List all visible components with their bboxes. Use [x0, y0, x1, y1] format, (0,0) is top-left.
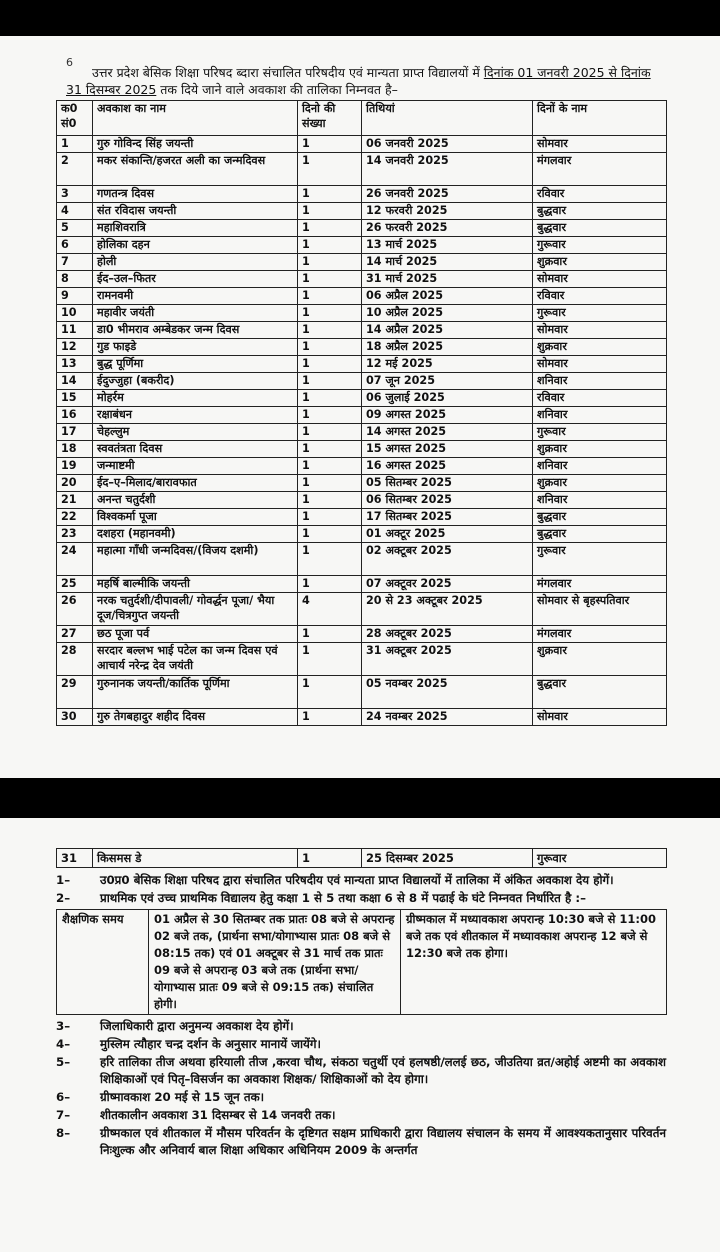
cell-holiday-name: जन्माष्टमी [93, 458, 298, 475]
cell-serial: 14 [57, 373, 93, 390]
table-row [57, 373, 667, 390]
holiday-table-body [57, 136, 667, 726]
cell-date: 20 से 23 अक्टूबर 2025 [362, 593, 533, 626]
cell-holiday-name: गुड फाइडे [93, 339, 298, 356]
note-item [56, 1107, 666, 1124]
note-text: उ0प्र0 बेसिक शिक्षा परिषद द्वारा संचालित परिषदीय एवं मान्यता प्राप्त विद्यालयों में तालिका में अंकित अवकाश देय होगें। [100, 873, 614, 887]
cell-day-name: शुक्रवार [533, 441, 667, 458]
note-number: 2– [56, 891, 71, 905]
cell-day-count: 1 [298, 543, 362, 576]
cell-date: 01 अक्टूर 2025 [362, 526, 533, 543]
cell-holiday-name: गुरुनानक जयन्ती/कार्तिक पूर्णिमा [93, 676, 298, 709]
school-timing-table [56, 909, 667, 1015]
cell-serial: 4 [57, 203, 93, 220]
cell-day-count: 1 [298, 203, 362, 220]
cell-date: 16 अगस्त 2025 [362, 458, 533, 475]
table-row [57, 407, 667, 424]
note-number: 6– [56, 1090, 71, 1104]
intro-date-range: दिनांक 01 जनवरी 2025 से दिनांक 31 दिसम्बर 2025 [66, 65, 651, 97]
note-item [56, 1036, 666, 1053]
table-row [57, 356, 667, 373]
cell-holiday-name: सरदार बल्लभ भाई पटेल का जन्म दिवस एवं आचार्य नरेन्द्र देव जयंती [93, 643, 298, 676]
note-text: ग्रीष्मकाल एवं शीतकाल में मौसम परिवर्तन के दृष्टिगत सक्षम प्राधिकारी द्वारा विद्यालय संचालन के समय में आवश्यकतानुसार परिवर्तन निःशुल्क और अनिवार्य बाल शिक्षा अधिकार अधिनियम 2009 के अन्तर्गत [100, 1126, 666, 1157]
table-row [57, 424, 667, 441]
intro-text-end: तक दिये जाने वाले अवकाश की तालिका निम्नवत है– [156, 82, 398, 97]
cell-date: 02 अक्टूबर 2025 [362, 543, 533, 576]
table-row [57, 526, 667, 543]
table-row [57, 576, 667, 593]
cell-day-name: शुक्रवार [533, 254, 667, 271]
intro-paragraph [66, 64, 666, 98]
cell-day-count: 1 [298, 305, 362, 322]
note-text: मुस्लिम त्यौहार चन्द्र दर्शन के अनुसार मानायें जायेंगे। [100, 1037, 321, 1051]
cell-day-name: शनिवार [533, 373, 667, 390]
cell-day-count: 1 [298, 526, 362, 543]
cell-holiday-name: महात्मा गाँधी जन्मदिवस/(विजय दशमी) [93, 543, 298, 576]
cell-day-name: बुद्धवार [533, 676, 667, 709]
table-row [57, 339, 667, 356]
cell-holiday-name: संत रविदास जयन्ती [93, 203, 298, 220]
cell-holiday-name: ईद–ए–मिलाद/बारावफात [93, 475, 298, 492]
timing-lunch-break: ग्रीष्मकाल में मध्यावकाश अपरान्ह 10:30 बजे से 11:00 बजे तक एवं शीतकाल में मध्यावकाश अपरान्ह 12 बजे से 12:30 बजे तक होगा। [401, 910, 667, 1015]
note-number: 8– [56, 1126, 71, 1140]
cell-serial: 31 [57, 849, 93, 868]
cell-holiday-name: ईद–उल–फितर [93, 271, 298, 288]
cell-date: 06 जनवरी 2025 [362, 136, 533, 153]
holiday-table-continued [56, 848, 667, 868]
cell-day-count: 1 [298, 237, 362, 254]
cell-day-count: 1 [298, 509, 362, 526]
cell-day-name: रविवार [533, 390, 667, 407]
cell-holiday-name: होली [93, 254, 298, 271]
note-text: जिलाधिकारी द्वारा अनुमन्य अवकाश देय होगें। [100, 1019, 294, 1033]
cell-holiday-name: गणतन्त्र दिवस [93, 186, 298, 203]
table-row [57, 543, 667, 576]
cell-serial: 20 [57, 475, 93, 492]
holiday-table [56, 100, 667, 726]
cell-serial: 26 [57, 593, 93, 626]
note-item [56, 1054, 666, 1088]
cell-day-name: गुरूवार [533, 424, 667, 441]
table-row [57, 509, 667, 526]
cell-date: 14 अगस्त 2025 [362, 424, 533, 441]
cell-day-count: 1 [298, 254, 362, 271]
cell-day-name: रविवार [533, 186, 667, 203]
cell-day-count: 1 [298, 373, 362, 390]
cell-day-count: 1 [298, 424, 362, 441]
cell-holiday-name: विश्वकर्मा पूजा [93, 509, 298, 526]
cell-holiday-name: गुरु गोविन्द सिंह जयन्ती [93, 136, 298, 153]
cell-day-name: मंगलवार [533, 626, 667, 643]
cell-serial: 24 [57, 543, 93, 576]
cell-holiday-name: ईदुज्जुहा (बकरीद) [93, 373, 298, 390]
cell-date: 26 फरवरी 2025 [362, 220, 533, 237]
cell-date: 09 अगस्त 2025 [362, 407, 533, 424]
cell-serial: 5 [57, 220, 93, 237]
cell-holiday-name: रामनवमी [93, 288, 298, 305]
cell-date: 31 मार्च 2025 [362, 271, 533, 288]
cell-serial: 17 [57, 424, 93, 441]
cell-serial: 2 [57, 153, 93, 186]
cell-day-name: बुद्धवार [533, 509, 667, 526]
cell-serial: 28 [57, 643, 93, 676]
cell-date: 06 अप्रैल 2025 [362, 288, 533, 305]
cell-day-count: 1 [298, 153, 362, 186]
table-row [57, 322, 667, 339]
cell-day-name: गुरूवार [533, 305, 667, 322]
cell-serial: 16 [57, 407, 93, 424]
note-number: 5– [56, 1055, 71, 1069]
table-row [57, 237, 667, 254]
cell-date: 10 अप्रैल 2025 [362, 305, 533, 322]
cell-day-count: 1 [298, 322, 362, 339]
cell-day-count: 1 [298, 271, 362, 288]
cell-day-name: गुरूवार [533, 543, 667, 576]
cell-day-count: 1 [298, 849, 362, 868]
table-row [57, 271, 667, 288]
cell-day-name: बुद्धवार [533, 203, 667, 220]
cell-serial: 27 [57, 626, 93, 643]
cell-holiday-name: मकर संकान्ति/हजरत अली का जन्मदिवस [93, 153, 298, 186]
note-text: हरि तालिका तीज अथवा हरियाली तीज ,करवा चौथ, संकठा चतुर्थी एवं हलषष्ठी/ललई छठ, जीउतिया व्रत/अहोई अष्टमी का अवकाश शिक्षिकाओं एवं पितृ–विसर्जन का अवकाश शिक्षक/ शिक्षिकाओं को देय होगा। [100, 1055, 666, 1086]
cell-serial: 19 [57, 458, 93, 475]
cell-date: 31 अक्टूबर 2025 [362, 643, 533, 676]
table-row [57, 441, 667, 458]
cell-day-name: शनिवार [533, 492, 667, 509]
cell-serial: 21 [57, 492, 93, 509]
cell-holiday-name: महर्षि बाल्मीकि जयन्ती [93, 576, 298, 593]
cell-date: 05 नवम्बर 2025 [362, 676, 533, 709]
header-day-names: दिनों के नाम [533, 101, 667, 136]
cell-day-count: 1 [298, 220, 362, 237]
cell-holiday-name: रक्षाबंधन [93, 407, 298, 424]
note-number: 1– [56, 873, 71, 887]
cell-holiday-name: नरक चतुर्दशी/दीपावली/ गोवर्द्धन पूजा/ भैया दूज/चित्रगुप्त जयन्ती [93, 593, 298, 626]
cell-day-count: 1 [298, 288, 362, 305]
cell-day-count: 1 [298, 356, 362, 373]
cell-day-name: सोमवार [533, 356, 667, 373]
cell-serial: 23 [57, 526, 93, 543]
page-number: 6 [66, 56, 73, 69]
table-row [57, 220, 667, 237]
cell-date: 17 सितम्बर 2025 [362, 509, 533, 526]
cell-day-name: गुरूवार [533, 237, 667, 254]
cell-day-count: 1 [298, 709, 362, 726]
note-text: ग्रीष्मावकाश 20 मई से 15 जून तक। [100, 1090, 265, 1104]
cell-day-name: सोमवार [533, 136, 667, 153]
cell-date: 18 अप्रैल 2025 [362, 339, 533, 356]
cell-date: 14 जनवरी 2025 [362, 153, 533, 186]
table-row [57, 709, 667, 726]
table-row [57, 203, 667, 220]
header-day-count: दिनो की संख्या [298, 101, 362, 136]
cell-day-count: 1 [298, 626, 362, 643]
note-text: शीतकालीन अवकाश 31 दिसम्बर से 14 जनवरी तक। [100, 1108, 336, 1122]
timing-label: शैक्षणिक समय [57, 910, 149, 1015]
cell-serial: 3 [57, 186, 93, 203]
cell-day-count: 1 [298, 136, 362, 153]
cell-holiday-name: दशहरा (महानवमी) [93, 526, 298, 543]
cell-day-count: 1 [298, 492, 362, 509]
cell-day-name: मंगलवार [533, 153, 667, 186]
cell-day-name: बुद्धवार [533, 526, 667, 543]
cell-holiday-name: मोहर्रम [93, 390, 298, 407]
notes-list [56, 1018, 666, 1159]
cell-serial: 13 [57, 356, 93, 373]
cell-day-name: मंगलवार [533, 576, 667, 593]
cell-serial: 29 [57, 676, 93, 709]
header-dates: तिथियां [362, 101, 533, 136]
cell-holiday-name: अनन्त चतुर्दशी [93, 492, 298, 509]
cell-serial: 10 [57, 305, 93, 322]
cell-holiday-name: चेहल्लुम [93, 424, 298, 441]
cell-serial: 9 [57, 288, 93, 305]
cell-serial: 12 [57, 339, 93, 356]
cell-day-name: शुक्रवार [533, 643, 667, 676]
cell-day-name: गुरूवार [533, 849, 667, 868]
cell-serial: 1 [57, 136, 93, 153]
cell-date: 05 सितम्बर 2025 [362, 475, 533, 492]
cell-date: 14 मार्च 2025 [362, 254, 533, 271]
cell-date: 15 अगस्त 2025 [362, 441, 533, 458]
cell-day-count: 1 [298, 576, 362, 593]
cell-holiday-name: महावीर जयंती [93, 305, 298, 322]
cell-date: 06 सितम्बर 2025 [362, 492, 533, 509]
cell-day-count: 1 [298, 643, 362, 676]
cell-day-name: बुद्धवार [533, 220, 667, 237]
note-item [56, 1018, 666, 1035]
cell-day-name: सोमवार [533, 709, 667, 726]
cell-day-count: 1 [298, 390, 362, 407]
header-holiday-name: अवकाश का नाम [93, 101, 298, 136]
table-row [57, 593, 667, 626]
cell-holiday-name: महाशिवरात्रि [93, 220, 298, 237]
table-row [57, 492, 667, 509]
cell-date: 28 अक्टूबर 2025 [362, 626, 533, 643]
table-row [57, 254, 667, 271]
cell-serial: 25 [57, 576, 93, 593]
cell-serial: 8 [57, 271, 93, 288]
cell-day-name: सोमवार से बृहस्पतिवार [533, 593, 667, 626]
cell-holiday-name: गुरु तेगबहादुर शहीद दिवस [93, 709, 298, 726]
cell-day-name: रविवार [533, 288, 667, 305]
note-text: प्राथमिक एवं उच्च प्राथमिक विद्यालय हेतु कक्षा 1 से 5 तथा कक्षा 6 से 8 में पढाई के घंटे निम्नवत निर्धारित है :– [100, 891, 587, 905]
timing-hours: 01 अप्रैल से 30 सितम्बर तक प्रातः 08 बजे से अपरान्ह 02 बजे तक, (प्रार्थना सभा/योगाभ्यास प्रातः 08 बजे से 08:15 तक) एवं 01 अक्टूबर से 31 मार्च तक प्रातः 09 बजे से अपरान्ह 03 बजे तक (प्रार्थना सभा/योगाभ्यास प्रातः 09 बजे से 09:15 तक) संचालित होगी। [149, 910, 401, 1015]
table-row [57, 186, 667, 203]
cell-day-count: 1 [298, 186, 362, 203]
table-row [57, 153, 667, 186]
cell-holiday-name: स्ववतंत्रता दिवस [93, 441, 298, 458]
cell-serial: 11 [57, 322, 93, 339]
table-row [57, 458, 667, 475]
cell-serial: 22 [57, 509, 93, 526]
table-row [57, 676, 667, 709]
cell-holiday-name: किसमस डे [93, 849, 298, 868]
notes-section [56, 872, 666, 1160]
table-row [57, 643, 667, 676]
cell-date: 12 मई 2025 [362, 356, 533, 373]
intro-text: उत्तर प्रदेश बेसिक शिक्षा परिषद ब्दारा संचालित परिषदीय एवं मान्यता प्राप्त विद्यालयों में [92, 65, 484, 80]
cell-day-name: सोमवार [533, 271, 667, 288]
cell-day-count: 1 [298, 475, 362, 492]
cell-serial: 30 [57, 709, 93, 726]
table-row [57, 136, 667, 153]
header-serial: क0 सं0 [57, 101, 93, 136]
cell-date: 25 दिसम्बर 2025 [362, 849, 533, 868]
table-row [57, 626, 667, 643]
cell-day-count: 1 [298, 339, 362, 356]
cell-date: 13 मार्च 2025 [362, 237, 533, 254]
cell-day-name: शुक्रवार [533, 475, 667, 492]
cell-date: 12 फरवरी 2025 [362, 203, 533, 220]
table-row [57, 305, 667, 322]
table-row [57, 475, 667, 492]
cell-day-name: शुक्रवार [533, 339, 667, 356]
cell-date: 26 जनवरी 2025 [362, 186, 533, 203]
cell-serial: 18 [57, 441, 93, 458]
cell-serial: 6 [57, 237, 93, 254]
cell-day-count: 1 [298, 676, 362, 709]
table-row [57, 849, 667, 868]
document-page-2 [0, 818, 720, 1252]
cell-serial: 15 [57, 390, 93, 407]
cell-day-count: 1 [298, 441, 362, 458]
cell-serial: 7 [57, 254, 93, 271]
cell-day-name: शनिवार [533, 458, 667, 475]
cell-day-name: शनिवार [533, 407, 667, 424]
cell-day-count: 1 [298, 458, 362, 475]
table-header-row [57, 101, 667, 136]
cell-day-count: 4 [298, 593, 362, 626]
note-item [56, 1125, 666, 1159]
cell-date: 24 नवम्बर 2025 [362, 709, 533, 726]
note-item [56, 890, 666, 907]
cell-day-count: 1 [298, 407, 362, 424]
cell-holiday-name: डा0 भीमराव अम्बेडकर जन्म दिवस [93, 322, 298, 339]
cell-date: 14 अप्रैल 2025 [362, 322, 533, 339]
note-number: 4– [56, 1037, 71, 1051]
cell-holiday-name: बुद्ध पूर्णिमा [93, 356, 298, 373]
note-item [56, 1089, 666, 1106]
note-number: 7– [56, 1108, 71, 1122]
cell-date: 07 जून 2025 [362, 373, 533, 390]
cell-day-name: सोमवार [533, 322, 667, 339]
document-page-1 [0, 36, 720, 778]
cell-date: 07 अक्टूवर 2025 [362, 576, 533, 593]
note-number: 3– [56, 1019, 71, 1033]
cell-date: 06 जुलाई 2025 [362, 390, 533, 407]
table-row [57, 288, 667, 305]
note-item [56, 872, 666, 889]
table-row [57, 390, 667, 407]
cell-holiday-name: छठ पूजा पर्व [93, 626, 298, 643]
cell-holiday-name: होलिका दहन [93, 237, 298, 254]
